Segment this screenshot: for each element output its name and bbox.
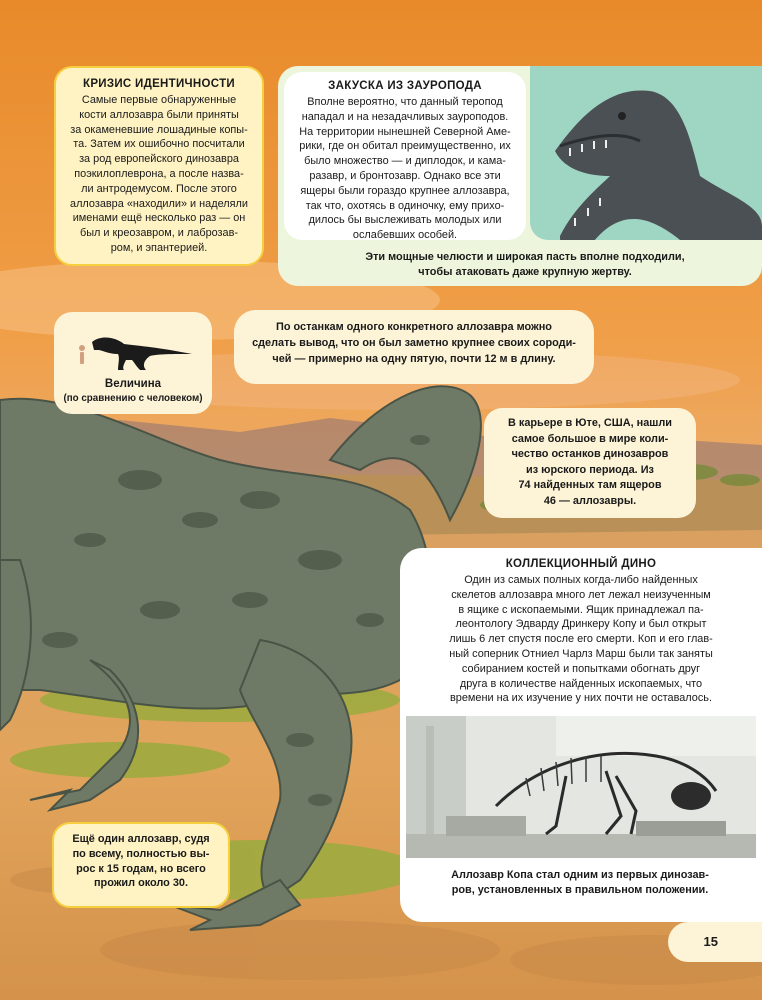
identity-crisis-box bbox=[54, 66, 264, 266]
largest-allosaurus-box bbox=[234, 310, 594, 384]
museum-skeleton-photo bbox=[406, 716, 756, 858]
page-number: 15 bbox=[703, 934, 718, 949]
size-label: Величина bbox=[104, 378, 162, 390]
human-silhouette-icon bbox=[79, 345, 85, 364]
utah-quarry-text: В карьере в Юте, США, нашли самое большое в мире коли- чество останков динозавров из юрского периода. Из 74 найденных там ящеров 46 — аллозавры. bbox=[508, 417, 672, 507]
age-text: Ещё один аллозавр, судя по всему, полностью вы- рос к 15 годам, но всего прожил около 30. bbox=[72, 833, 210, 890]
collection-text: Один из самых полных когда-либо найденных скелетов аллозавра много лет лежал неизученным в ящике с ископаемыми. Ящик принадлежал па- леонтологу Эдварду Дринкеру Копу и был открыт лишь 6 лет спустя после его смерти. Коп и его глав- ный соперник Отниел Чарлз Марш были так заняты собиранием костей и попытками обогнать друг друга в количестве найденных ископаемых, что времени на их изучение у них почти не оставалось. bbox=[449, 574, 713, 705]
dinosaur-silhouette-icon bbox=[92, 338, 192, 370]
size-sublabel: (по сравнению с человеком) bbox=[63, 392, 203, 404]
skeleton-image bbox=[406, 716, 756, 858]
sauropod-title: ЗАКУСКА ИЗ ЗАУРОПОДА bbox=[328, 80, 482, 92]
identity-crisis-text: Самые первые обнаруженные кости аллозавра были приняты за окаменевшие лошадиные копы- та. Затем их ошибочно посчитали за род европейского динозавра поэкилоплеврона, а после назва- ли антродемусом. После этого аллозавра «находили» и наделяли именами ещё несколько раз — он был и креозавром, и лаброзав- ром, и эпантерией. bbox=[70, 94, 248, 254]
largest-allosaurus-text: По останкам одного конкретного аллозавра можно сделать вывод, что он был заметно крупнее своих сороди- чей — примерно на одну пятую, почти 12 м в длину. bbox=[252, 321, 576, 365]
sauropod-text: Вполне вероятно, что данный теропод нападал и на незадачливых зауроподов. На территории нынешней Северной Аме- рики, где он обитал преимущественно, их было множество — и диплодок, и кама- разавр, и бронтозавр. Однако все эти ящеры были гораздо крупнее аллозавра, так что, охотясь в одиночку, ему прихо- дилось бы выслеживать молодых или ослабевших особей. bbox=[299, 96, 511, 242]
jaw-photo bbox=[530, 66, 762, 240]
collection-title: КОЛЛЕКЦИОННЫЙ ДИНО bbox=[505, 558, 657, 570]
sauropod-caption: Эти мощные челюсти и широкая пасть вполне подходили, чтобы атаковать даже крупную жертву. bbox=[365, 251, 685, 278]
collection-caption: Аллозавр Копа стал одним из первых динозав- ров, установленных в правильном положении. bbox=[451, 869, 709, 896]
allosaurus-jaw-image bbox=[530, 66, 762, 240]
sauropod-box bbox=[284, 72, 526, 240]
utah-quarry-box bbox=[484, 408, 696, 518]
identity-crisis-title: КРИЗИС ИДЕНТИЧНОСТИ bbox=[83, 78, 235, 90]
size-comparison-box bbox=[54, 312, 212, 414]
size-silhouettes bbox=[62, 320, 204, 372]
age-box bbox=[52, 822, 230, 908]
